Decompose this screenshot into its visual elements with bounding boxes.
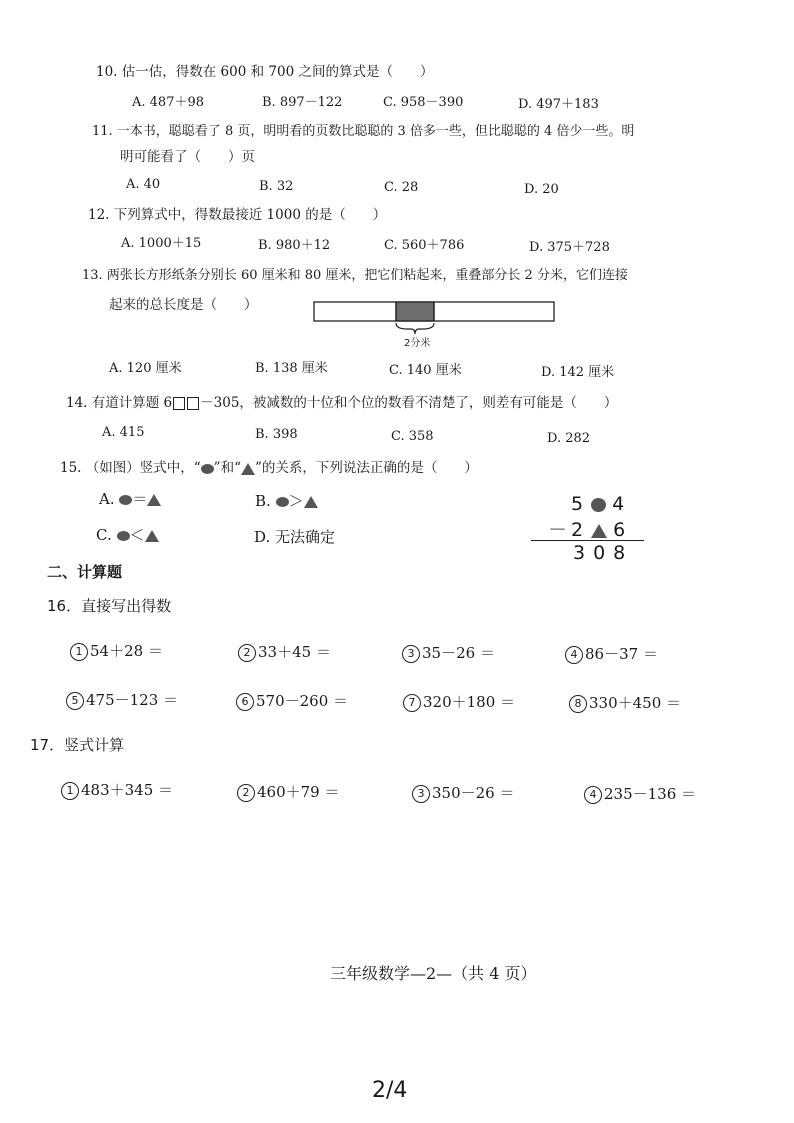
circle-symbol-icon (591, 498, 606, 512)
expression: 330＋450 ＝ (589, 694, 682, 712)
circle-symbol-icon (276, 497, 289, 507)
q16-item-4 (565, 645, 658, 664)
blank-box (187, 397, 199, 410)
q15-option-b (255, 492, 318, 510)
expression: 86－37 ＝ (585, 645, 658, 663)
digit: 2 (571, 519, 592, 541)
q16-item-5 (66, 691, 178, 710)
q17-item-2 (237, 783, 340, 802)
q15-stem (60, 460, 478, 476)
q15-option-b-relation: ＞ (288, 492, 304, 510)
q13-option-a: A. 120 厘米 (109, 361, 182, 376)
digit: 4 (612, 493, 633, 515)
q15-option-c-relation: ＜ (129, 526, 145, 544)
circle-symbol-icon (117, 531, 130, 541)
q14-option-b: B. 398 (255, 427, 298, 442)
item-number: 1 (70, 643, 88, 661)
vertical-row-2 (548, 515, 633, 542)
q17-title: 17．竖式计算 (30, 736, 125, 754)
digit: 5 (571, 493, 592, 515)
q14-option-c: C. 358 (391, 429, 434, 444)
expression: 350－26 ＝ (432, 784, 515, 802)
expression: 320＋180 ＝ (423, 693, 516, 711)
q10-stem: 10. 估一估，得数在 600 和 700 之间的算式是（ ） (96, 64, 434, 80)
item-number: 4 (584, 786, 602, 804)
circle-symbol-icon (119, 495, 132, 505)
q16-item-6 (236, 692, 348, 711)
triangle-symbol-icon (304, 496, 318, 508)
q16-item-8 (569, 694, 681, 713)
expression: 460＋79 ＝ (257, 783, 340, 801)
item-number: 8 (569, 695, 587, 713)
triangle-symbol-icon (145, 530, 159, 542)
expression: 33＋45 ＝ (258, 643, 331, 661)
item-number: 4 (565, 646, 583, 664)
item-number: 5 (66, 692, 84, 710)
paper-strips-figure (312, 298, 558, 352)
item-number: 1 (61, 782, 79, 800)
page-caption: 三年级数学—2—（共 4 页） (330, 964, 537, 983)
q11-stem-line2: 明可能看了（ ）页 (120, 149, 255, 165)
vertical-divider-line (531, 540, 644, 541)
q15-stem-suffix: ”的关系，下列说法正确的是（ ） (254, 460, 478, 476)
q15-option-c-label: C. (96, 526, 112, 544)
q10-option-a: A. 487＋98 (132, 95, 205, 110)
q15-option-a (99, 490, 161, 508)
triangle-symbol-icon (591, 524, 607, 538)
q16-item-2 (238, 643, 331, 662)
q17-item-4 (584, 785, 696, 804)
q12-option-d: D. 375＋728 (529, 240, 610, 255)
q11-stem-line1: 11. 一本书，聪聪看了 8 页，明明看的页数比聪聪的 3 倍多一些，但比聪聪的 4 倍少一些。明 (92, 124, 635, 139)
blank-box (173, 397, 185, 410)
q13-stem-line1: 13. 两张长方形纸条分别长 60 厘米和 80 厘米，把它们粘起来，重叠部分长 2 分米，它们连接 (82, 268, 628, 283)
page-number: 2/4 (372, 1078, 408, 1103)
expression: 475－123 ＝ (86, 691, 179, 709)
q16-item-1 (70, 642, 163, 661)
q11-option-a: A. 40 (126, 177, 161, 192)
q10-option-b: B. 897－122 (262, 95, 343, 110)
item-number: 2 (237, 784, 255, 802)
section-title: 二、计算题 (47, 563, 123, 581)
q15-option-d: D. 无法确定 (254, 528, 336, 546)
triangle-symbol-icon (241, 463, 255, 475)
q14-stem-suffix: －305，被减数的十位和个位的数看不清楚了，则差有可能是（ ） (200, 395, 618, 411)
q15-option-a-relation: ＝ (132, 490, 148, 508)
q17-item-3 (412, 784, 515, 803)
q13-figure-label: 2分米 (404, 338, 431, 349)
q15-option-a-label: A. (99, 490, 115, 508)
q13-option-c: C. 140 厘米 (389, 363, 462, 378)
q14-option-a: A. 415 (102, 425, 145, 440)
vertical-row-1 (571, 493, 632, 515)
item-number: 3 (412, 785, 430, 803)
expression: 235－136 ＝ (604, 785, 697, 803)
q16-title: 16．直接写出得数 (47, 597, 172, 615)
q16-item-7 (403, 693, 515, 712)
q15-option-c (96, 526, 159, 544)
q13-option-d: D. 142 厘米 (541, 365, 615, 380)
item-number: 2 (238, 644, 256, 662)
expression: 483＋345 ＝ (81, 781, 174, 799)
expression: 570－260 ＝ (256, 692, 349, 710)
q12-option-c: C. 560＋786 (384, 238, 465, 253)
q13-option-b: B. 138 厘米 (255, 361, 328, 376)
digit: 6 (613, 519, 634, 541)
minus-sign: － (548, 519, 572, 541)
q15-stem-mid: ”和“ (213, 460, 241, 476)
q11-option-c: C. 28 (384, 180, 419, 195)
q13-stem-line2: 起来的总长度是（ ） (109, 297, 258, 313)
q10-option-d: D. 497＋183 (518, 97, 599, 112)
q14-stem (66, 395, 617, 411)
item-number: 7 (403, 694, 421, 712)
expression: 35－26 ＝ (422, 644, 495, 662)
expression: 54＋28 ＝ (90, 642, 163, 660)
q11-option-b: B. 32 (259, 179, 294, 194)
q10-option-c: C. 958－390 (383, 95, 464, 110)
item-number: 3 (402, 645, 420, 663)
item-number: 6 (236, 693, 254, 711)
q15-option-b-label: B. (255, 492, 271, 510)
triangle-symbol-icon (147, 494, 161, 506)
q11-option-d: D. 20 (524, 182, 559, 197)
circle-symbol-icon (201, 464, 214, 474)
q15-stem-prefix: 15. （如图）竖式中，“ (60, 460, 201, 476)
vertical-result: 308 (573, 542, 634, 564)
q12-stem: 12. 下列算式中，得数最接近 1000 的是（ ） (88, 207, 387, 223)
q12-option-b: B. 980＋12 (258, 238, 331, 253)
q14-stem-prefix: 14. 有道计算题 6 (66, 395, 173, 411)
q14-option-d: D. 282 (547, 431, 591, 446)
q12-option-a: A. 1000＋15 (121, 236, 202, 251)
q17-item-1 (61, 781, 173, 800)
q16-item-3 (402, 644, 495, 663)
